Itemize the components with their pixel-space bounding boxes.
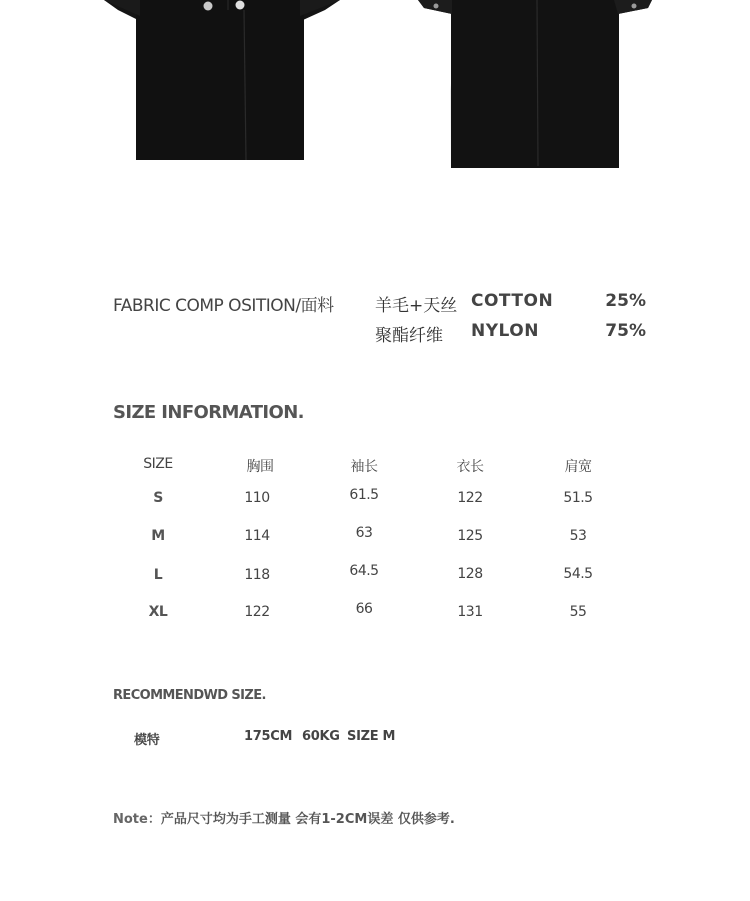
- model-label: 模特: [134, 733, 160, 748]
- size-table-cell: 54.5: [563, 566, 593, 582]
- coat-front-image: [104, 0, 340, 160]
- size-table-cell: M: [151, 528, 165, 544]
- size-table-cell: 63: [355, 525, 373, 541]
- note-text: 产品尺寸均为手工测量 会有1-2CM误差 仅供参考.: [160, 812, 455, 827]
- size-table-cell: 131: [457, 604, 483, 620]
- size-table-header: 胸围: [246, 459, 274, 475]
- fabric-material-en: COTTON: [471, 291, 554, 311]
- size-table-cell: 55: [569, 604, 587, 620]
- coat-back-image: [418, 0, 652, 168]
- size-table-cell: 114: [244, 528, 270, 544]
- note-label: Note：: [113, 812, 161, 827]
- size-table-cell: 61.5: [349, 487, 379, 503]
- fabric-material-en: NYLON: [471, 321, 539, 341]
- size-table-cell: 122: [244, 604, 270, 620]
- fabric-row: [0, 291, 750, 315]
- fabric-row: [0, 321, 750, 345]
- size-table-cell: 125: [457, 528, 483, 544]
- fabric-percentage: 75%: [605, 321, 646, 341]
- size-table-cell: 64.5: [349, 563, 379, 579]
- size-table-cell: 51.5: [563, 490, 593, 506]
- size-table-cell: 110: [244, 490, 270, 506]
- size-table-cell: 118: [244, 567, 270, 583]
- size-information-heading: SIZE INFORMATION.: [113, 402, 304, 423]
- size-table-cell: L: [153, 567, 163, 583]
- size-table-header: 袖长: [350, 459, 378, 475]
- size-table-header: 肩宽: [564, 459, 592, 475]
- size-table-cell: 128: [457, 566, 483, 582]
- fabric-material-cn: 羊毛+天丝: [375, 296, 458, 316]
- model-size: SIZE M: [347, 729, 396, 744]
- size-table-cell: 122: [457, 490, 483, 506]
- fabric-percentage: 25%: [605, 291, 646, 311]
- model-height: 175CM: [244, 729, 293, 744]
- size-table-header: 衣长: [456, 459, 484, 475]
- fabric-material-cn: 聚酯纤维: [375, 326, 443, 346]
- model-weight: 60KG: [302, 729, 340, 744]
- size-table-cell: XL: [148, 604, 168, 620]
- product-image-area: [0, 0, 750, 175]
- size-table-cell: 66: [355, 601, 373, 617]
- size-table-cell: 53: [569, 528, 587, 544]
- fabric-composition-label: FABRIC COMP OSITION/面料: [113, 296, 334, 316]
- size-table-cell: S: [153, 490, 163, 506]
- recommended-size-heading: RECOMMENDWD SIZE.: [113, 688, 266, 703]
- measurement-note: [113, 808, 455, 827]
- size-table-header: SIZE: [143, 456, 173, 472]
